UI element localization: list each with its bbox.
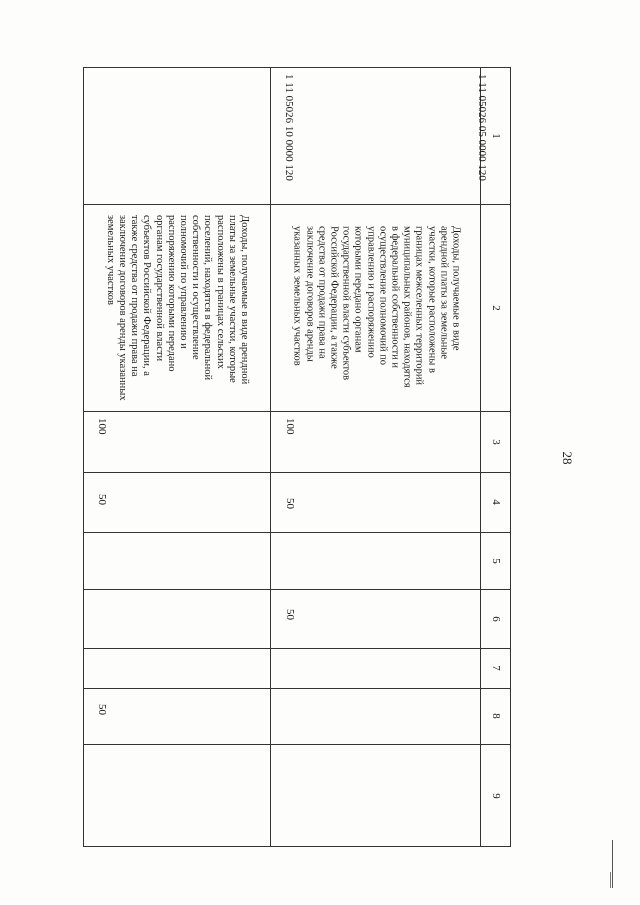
header-col-8: 8 (490, 713, 502, 719)
header-col-7: 7 (490, 665, 502, 671)
row1-description: Доходы, получаемые в виде арендной платы за земельные участки, которые расположены в границах межселенных территорий муниципальных районов, находятся в федеральной собственности и осуществление полномочий по управлению и распоряжению которыми передано органам государственной власти субъектов Российской Федерации, а также средства от продажи права на заключение договоров аренды указанных земельных участков (291, 225, 461, 388)
header-col-3: 3 (490, 438, 502, 445)
page-number: 28 (560, 451, 575, 465)
column-divider (84, 411, 510, 412)
header-col-5: 5 (490, 557, 502, 564)
column-divider (84, 744, 510, 745)
column-divider (84, 688, 510, 689)
scan-artifact-line-2 (610, 872, 611, 888)
row2-description: Доходы, получаемые в виде арендной платы за земельные участки, которые расположены в границах сельских поселений, находятся в федеральной собственности и осуществление полномочий по управлению и распоряжению которыми передано органам государственной власти субъектов Российской Федерации, а также средства от продажи права на заключение договоров аренды указанных земельных участков (104, 214, 251, 401)
column-divider (84, 532, 510, 533)
header-col-9: 9 (490, 793, 502, 799)
header-col-1: 1 (490, 133, 502, 139)
header-col-2: 2 (490, 304, 502, 311)
income-table: 1 2 3 4 5 6 7 8 9 1 11 05026 05 0000 120 Доходы, получаемые в виде арендной платы за земельные участки, которые расположены в границах межселенных территорий муниципальных районов, находятся в федеральной собственности и осуществление полномочий по управлению и распоряжению которыми передано органам государственной власти субъектов Российской Федерации, а также средства от продажи права на заключение договоров аренды указанных земельных участков 100 50 50 1 11 05026 10 0000 120 Доходы, получаемые в виде арендной платы за земельные участки, которые расположены в границах сельских поселений, находятся в федеральной собственности и осуществление полномочий по управлению и распоряжению которыми передано органам государственной власти субъектов Российской Федерации, а также средства от продажи права на заключение договоров аренды указанных земельных участков 100 50 50 (83, 67, 511, 847)
row-divider (270, 68, 271, 846)
scan-artifact-line (612, 840, 613, 888)
column-divider (84, 472, 510, 473)
column-divider (84, 648, 510, 649)
header-col-4: 4 (490, 499, 502, 505)
header-col-6: 6 (490, 615, 502, 622)
column-divider (84, 589, 510, 590)
